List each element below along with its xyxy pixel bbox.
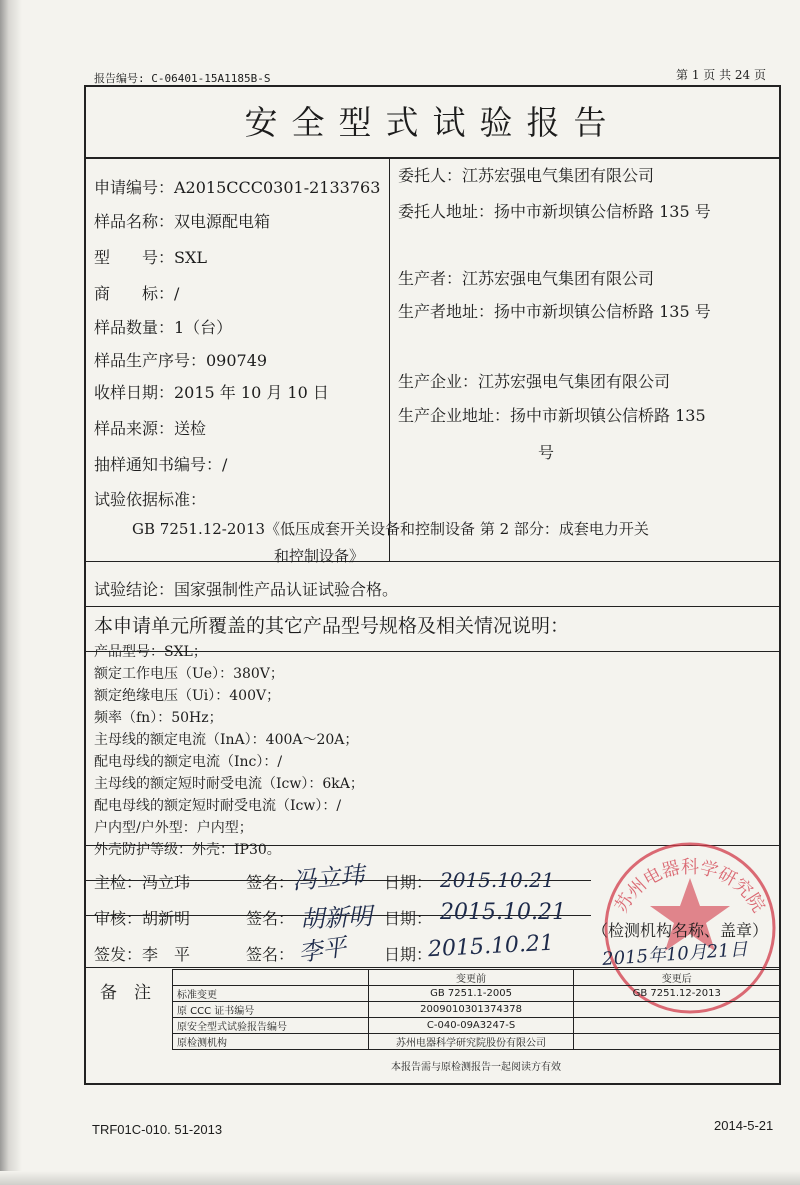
reviewer-date-label: 日期： xyxy=(384,909,433,928)
inspector: 主检：冯立玮 xyxy=(94,873,191,892)
change-table xyxy=(172,969,780,1050)
client-address: 委托人地址：扬中市新坝镇公信桥路 135 号 xyxy=(398,202,711,221)
sample-quantity: 样品数量：1（台） xyxy=(94,318,233,337)
table-cell: C-040-09A3247-S xyxy=(368,1018,574,1034)
page-info: 第 1 页 共 24 页 xyxy=(676,68,766,82)
table-cell: 原 CCC 证书编号 xyxy=(173,1002,369,1018)
reviewer-date: 2015.10.21 xyxy=(440,900,566,925)
report-title: 安全型式试验报告 xyxy=(86,87,779,159)
reviewer-sign-label: 签名： xyxy=(246,909,295,928)
test-conclusion: 试验结论：国家强制性产品认证试验合格。 xyxy=(94,580,399,599)
standard-label: 试验依据标准： xyxy=(94,490,207,509)
form-date: 2014-5-21 xyxy=(714,1118,774,1133)
factory-address-continued: 号 xyxy=(538,443,555,462)
coverage-item: 额定工作电压（Ue）：380V； xyxy=(94,666,284,682)
sampling-notice-number: 抽样通知书编号：/ xyxy=(94,455,228,474)
coverage-item: 配电母线的额定短时耐受电流（Icw）：/ xyxy=(94,798,342,814)
coverage-item: 产品型号：SXL； xyxy=(94,644,207,660)
approver: 签发：李 平 xyxy=(94,945,191,964)
table-row xyxy=(173,986,780,1002)
coverage-item: 配电母线的额定电流（Inc）：/ xyxy=(94,754,283,770)
approver-date-label: 日期： xyxy=(384,945,433,964)
table-cell: 标准变更 xyxy=(173,986,369,1002)
table-cell: GB 7251.12-2013 xyxy=(574,986,780,1002)
table-cell: 苏州电器科学研究院股份有限公司 xyxy=(368,1034,574,1050)
report-number: 报告编号: C-06401-15A1185B-S xyxy=(94,72,271,85)
reviewer-signature: 胡新明 xyxy=(299,902,373,934)
coverage-heading: 本申请单元所覆盖的其它产品型号规格及相关情况说明： xyxy=(94,615,570,637)
table-row xyxy=(173,1018,780,1034)
divider-coverage xyxy=(86,606,779,607)
standard-text-continued: 和控制设备》 xyxy=(274,547,365,565)
table-cell xyxy=(574,1018,780,1034)
inspector-sign-label: 签名： xyxy=(246,873,295,892)
standard-text: GB 7251.12-2013《低压成套开关设备和控制设备 第 2 部分：成套电力开关 xyxy=(132,520,649,538)
approver-sign-label: 签名： xyxy=(246,945,295,964)
scan-shadow-edge xyxy=(0,0,22,1185)
coverage-item: 外壳防护等级：外壳：IP30。 xyxy=(94,842,281,858)
table-cell: 2009010301374378 xyxy=(368,1002,574,1018)
factory-address: 生产企业地址：扬中市新坝镇公信桥路 135 xyxy=(398,406,706,425)
column-divider xyxy=(389,159,390,561)
seal-date: 2015年10月21日 xyxy=(601,938,749,971)
divider-standard xyxy=(86,561,779,562)
scan-shadow-bottom xyxy=(0,1171,800,1185)
receipt-date: 收样日期：2015 年 10 月 10 日 xyxy=(94,383,329,402)
svg-text:苏州电器科学研究院: 苏州电器科学研究院 xyxy=(611,856,769,917)
table-note: 本报告需与原检测报告一起阅读方有效 xyxy=(391,1062,561,1073)
application-number: 申请编号：A2015CCC0301-2133763 xyxy=(94,178,381,197)
model: 型 号：SXL xyxy=(94,248,207,267)
remarks-label: 备 注 xyxy=(100,983,151,1003)
coverage-item: 户内型/户外型：户内型； xyxy=(94,820,253,836)
inspector-signature: 冯立玮 xyxy=(291,860,366,896)
coverage-item: 额定绝缘电压（Ui）：400V； xyxy=(94,688,281,704)
sample-source: 样品来源：送检 xyxy=(94,419,207,438)
table-cell: GB 7251.1-2005 xyxy=(368,986,574,1002)
inspector-date-label: 日期： xyxy=(384,873,433,892)
sample-name: 样品名称：双电源配电箱 xyxy=(94,212,271,231)
reviewer: 审核：胡新明 xyxy=(94,909,191,928)
manufacturer-address: 生产者地址：扬中市新坝镇公信桥路 135 号 xyxy=(398,302,711,321)
seal-caption: （检测机构名称、盖章） xyxy=(592,921,769,940)
table-cell: 原检测机构 xyxy=(173,1034,369,1050)
table-header-row xyxy=(173,970,780,986)
approver-signature: 李平 xyxy=(296,932,349,968)
table-cell: 原安全型式试验报告编号 xyxy=(173,1018,369,1034)
client: 委托人：江苏宏强电气集团有限公司 xyxy=(398,166,655,185)
coverage-item: 主母线的额定短时耐受电流（Icw）：6kA； xyxy=(94,776,364,792)
coverage-item: 主母线的额定电流（InA）：400A～20A； xyxy=(94,732,359,748)
table-row xyxy=(173,1034,780,1050)
trademark: 商 标：/ xyxy=(94,284,180,303)
table-header: 变更前 xyxy=(368,970,574,986)
form-code: TRF01C-010. 51-2013 xyxy=(92,1122,223,1137)
table-cell xyxy=(574,1002,780,1018)
factory: 生产企业：江苏宏强电气集团有限公司 xyxy=(398,372,671,391)
table-row xyxy=(173,1002,780,1018)
table-cell xyxy=(574,1034,780,1050)
table-header xyxy=(173,970,369,986)
coverage-item: 频率（fn）：50Hz； xyxy=(94,710,223,726)
sample-serial-number: 样品生产序号：090749 xyxy=(94,351,268,370)
approver-date: 2015.10.21 xyxy=(427,930,555,963)
manufacturer: 生产者：江苏宏强电气集团有限公司 xyxy=(398,269,655,288)
inspector-date: 2015.10.21 xyxy=(440,868,555,892)
table-header: 变更后 xyxy=(574,970,780,986)
